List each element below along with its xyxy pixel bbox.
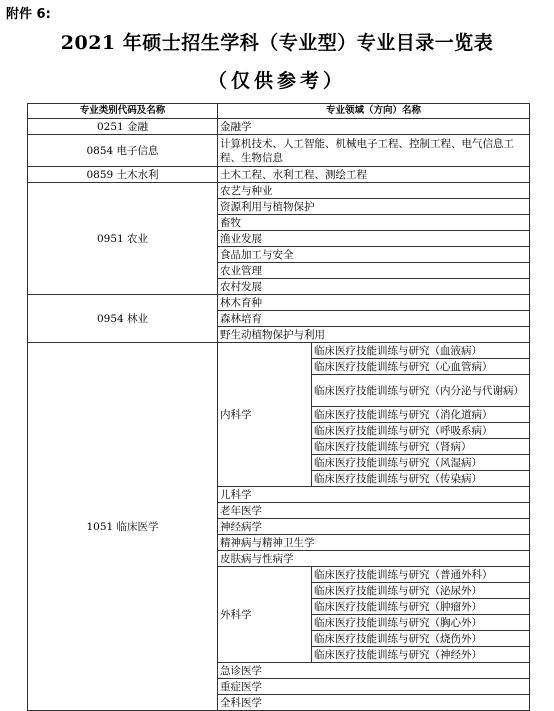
program-catalog-table bbox=[27, 103, 530, 711]
category-code-0859: 0859 土木水利 bbox=[28, 167, 218, 183]
field-cell: 畜牧 bbox=[218, 215, 530, 231]
field-cell: 神经病学 bbox=[218, 519, 530, 535]
sub-field-cell: 临床医疗技能训练与研究（烧伤外） bbox=[312, 631, 530, 647]
page-title: 2021 年硕士招生学科（专业型）专业目录一览表 bbox=[60, 32, 494, 54]
field-cell: 农艺与种业 bbox=[218, 183, 530, 199]
sub-field-cell: 临床医疗技能训练与研究（普通外科） bbox=[312, 567, 530, 583]
field-cell: 渔业发展 bbox=[218, 231, 530, 247]
field-cell: 土木工程、水利工程、测绘工程 bbox=[218, 167, 530, 183]
field-cell: 农村发展 bbox=[218, 279, 530, 295]
field-cell: 森林培育 bbox=[218, 311, 530, 327]
field-group-surgery: 外科学 bbox=[218, 567, 312, 663]
category-code-0251: 0251 金融 bbox=[28, 119, 218, 135]
sub-field-cell: 临床医疗技能训练与研究（风湿病） bbox=[312, 455, 530, 471]
table-row bbox=[28, 295, 530, 311]
field-cell: 野生动植物保护与利用 bbox=[218, 327, 530, 343]
sub-field-cell: 临床医疗技能训练与研究（肾病） bbox=[312, 439, 530, 455]
field-cell: 儿科学 bbox=[218, 487, 530, 503]
category-code-0951: 0951 农业 bbox=[28, 183, 218, 295]
category-code-0854: 0854 电子信息 bbox=[28, 135, 218, 167]
field-cell: 重症医学 bbox=[218, 679, 530, 695]
table-row bbox=[28, 183, 530, 199]
category-code-0954: 0954 林业 bbox=[28, 295, 218, 343]
category-code-1051: 1051 临床医学 bbox=[28, 343, 218, 711]
table-header-row bbox=[28, 104, 530, 119]
table-row bbox=[28, 135, 530, 167]
column-header-category: 专业类别代码及名称 bbox=[28, 104, 218, 119]
field-cell: 计算机技术、人工智能、机械电子工程、控制工程、电气信息工程、生物信息 bbox=[218, 135, 530, 167]
sub-field-cell: 临床医疗技能训练与研究（内分泌与代谢病） bbox=[312, 375, 530, 407]
table-row bbox=[28, 343, 530, 359]
sub-field-cell: 临床医疗技能训练与研究（传染病） bbox=[312, 471, 530, 487]
table-row bbox=[28, 119, 530, 135]
sub-field-cell: 临床医疗技能训练与研究（肿瘤外） bbox=[312, 599, 530, 615]
field-cell: 精神病与精神卫生学 bbox=[218, 535, 530, 551]
field-cell: 农业管理 bbox=[218, 263, 530, 279]
field-cell: 资源利用与植物保护 bbox=[218, 199, 530, 215]
sub-field-cell: 临床医疗技能训练与研究（泌尿外） bbox=[312, 583, 530, 599]
page-subtitle: （仅供参考） bbox=[207, 70, 346, 92]
field-cell: 全科医学 bbox=[218, 695, 530, 711]
sub-field-cell: 临床医疗技能训练与研究（呼吸系病） bbox=[312, 423, 530, 439]
sub-field-cell: 临床医疗技能训练与研究（心血管病） bbox=[312, 359, 530, 375]
field-cell: 老年医学 bbox=[218, 503, 530, 519]
sub-field-cell: 临床医疗技能训练与研究（胸心外） bbox=[312, 615, 530, 631]
field-group-internal-medicine: 内科学 bbox=[218, 343, 312, 487]
sub-field-cell: 临床医疗技能训练与研究（血液病） bbox=[312, 343, 530, 359]
sub-field-cell: 临床医疗技能训练与研究（消化道病） bbox=[312, 407, 530, 423]
field-cell: 急诊医学 bbox=[218, 663, 530, 679]
table-row bbox=[28, 167, 530, 183]
attachment-label: 附件 6: bbox=[6, 7, 51, 22]
field-cell: 林木育种 bbox=[218, 295, 530, 311]
column-header-field: 专业领域（方向）名称 bbox=[218, 104, 530, 119]
sub-field-cell: 临床医疗技能训练与研究（神经外） bbox=[312, 647, 530, 663]
field-cell: 食品加工与安全 bbox=[218, 247, 530, 263]
field-cell: 金融学 bbox=[218, 119, 530, 135]
field-cell: 皮肤病与性病学 bbox=[218, 551, 530, 567]
